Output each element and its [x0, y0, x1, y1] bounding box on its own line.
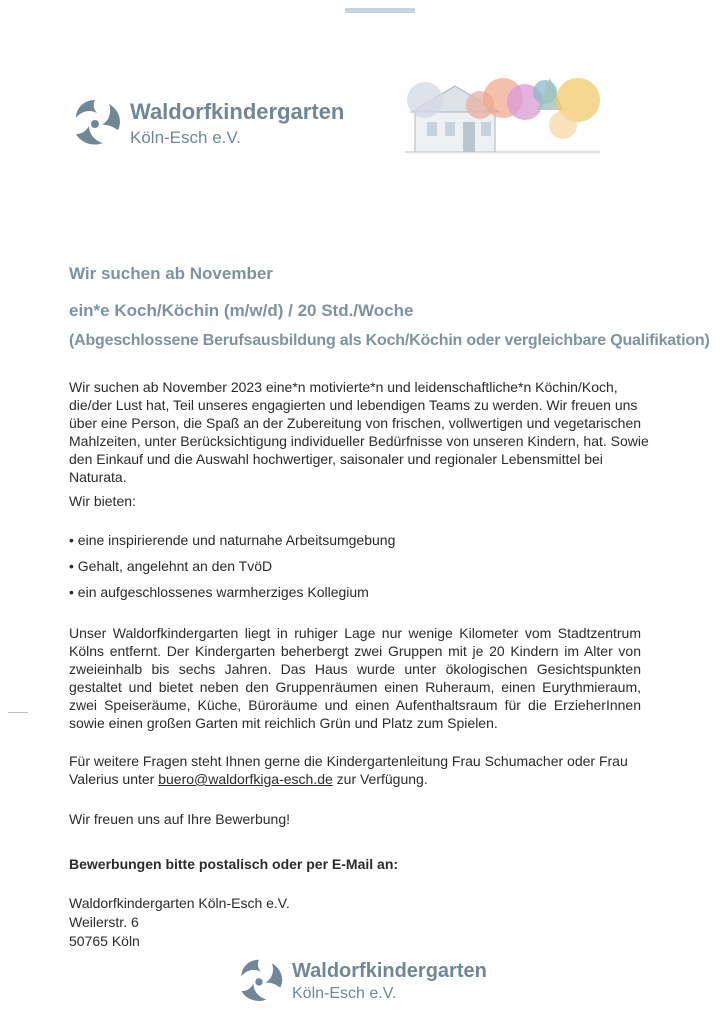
application-title: Bewerbungen bitte postalisch oder per E-Mail an: [69, 856, 399, 872]
questions-text-after: zur Verfügung. [332, 771, 428, 787]
offer-item: • ein aufgeschlossenes warmherziges Kollegium [69, 584, 369, 600]
logo-name: Waldorfkindergarten [292, 959, 487, 982]
closing-text: Wir freuen uns auf Ihre Bewerbung! [69, 811, 291, 827]
offer-item: • eine inspirierende und naturnahe Arbeitsumgebung [69, 532, 396, 548]
email-link[interactable]: buero@waldorfkiga-esch.de [158, 771, 333, 787]
headline-line-1: Wir suchen ab November [69, 264, 273, 283]
logo-bottom [234, 956, 487, 1006]
questions-text-before: Für weitere Fragen steht Ihnen gerne die Kindergartenleitung Frau Schumacher oder Frau Valerius unter [69, 753, 628, 787]
kindergarten-house-illustration [385, 70, 610, 155]
address-line: Weilerstr. 6 [69, 914, 139, 930]
intro-paragraph: Wir suchen ab November 2023 eine*n motivierte*n und leidenschaftliche*n Köchin/Koch, die/der Lust hat, Teil unseres engagierten und lebendigen Teams zu werden. Wir freuen uns über eine Person, die Spaß an der Zubereitung von frischen, vollwertigen und vegetarischen Mahlzeiten, unter Berücksichtigung individueller Bedürfnisse von unseren Kindern, hat. Sowie den Einkauf und die Auswahl hochwertiger, saisonaler und regionaler Lebensmittel bei Naturata. [69, 379, 649, 485]
offer-title: Wir bieten: [69, 493, 136, 509]
spiral-logo-icon [68, 96, 122, 150]
questions-paragraph [69, 752, 641, 788]
headline-qualification: (Abgeschlossene Berufsausbildung als Koch/Köchin oder vergleichbare Qualifikation) [69, 332, 710, 349]
about-paragraph: Unser Waldorfkindergarten liegt in ruhiger Lage nur wenige Kilometer vom Stadtzentrum Kölns entfernt. Der Kindergarten beherbergt zwei Gruppen mit je 20 Kindern im Alter von zweieinhalb bis sechs Jahren. Das Haus wurde unter ökologischen Gesichtspunkten gestaltet und bietet neben den Gruppenräumen einen Ruheraum, einen Eurythmieraum, zwei Speiseräume, Küche, Büroräume und einen Aufenthaltsraum für die ErzieherInnen sowie einen großen Garten mit reichlich Grün und Platz zum Spielen. [69, 625, 641, 731]
logo-name: Waldorfkindergarten [130, 98, 345, 124]
header-strip-graphic [345, 0, 415, 5]
spiral-logo-icon [234, 956, 284, 1006]
postal-address [69, 894, 659, 951]
headline-job-title: ein*e Koch/Köchin (m/w/d) / 20 Std./Woche [69, 301, 414, 320]
address-line: 50765 Köln [69, 933, 140, 949]
offer-item: • Gehalt, angelehnt an den TvöD [69, 558, 273, 574]
margin-mark [8, 712, 28, 713]
logo-subtitle: Köln-Esch e.V. [130, 127, 241, 147]
logo-top [68, 96, 344, 150]
address-line: Waldorfkindergarten Köln-Esch e.V. [69, 895, 290, 911]
logo-subtitle: Köln-Esch e.V. [292, 984, 397, 1002]
